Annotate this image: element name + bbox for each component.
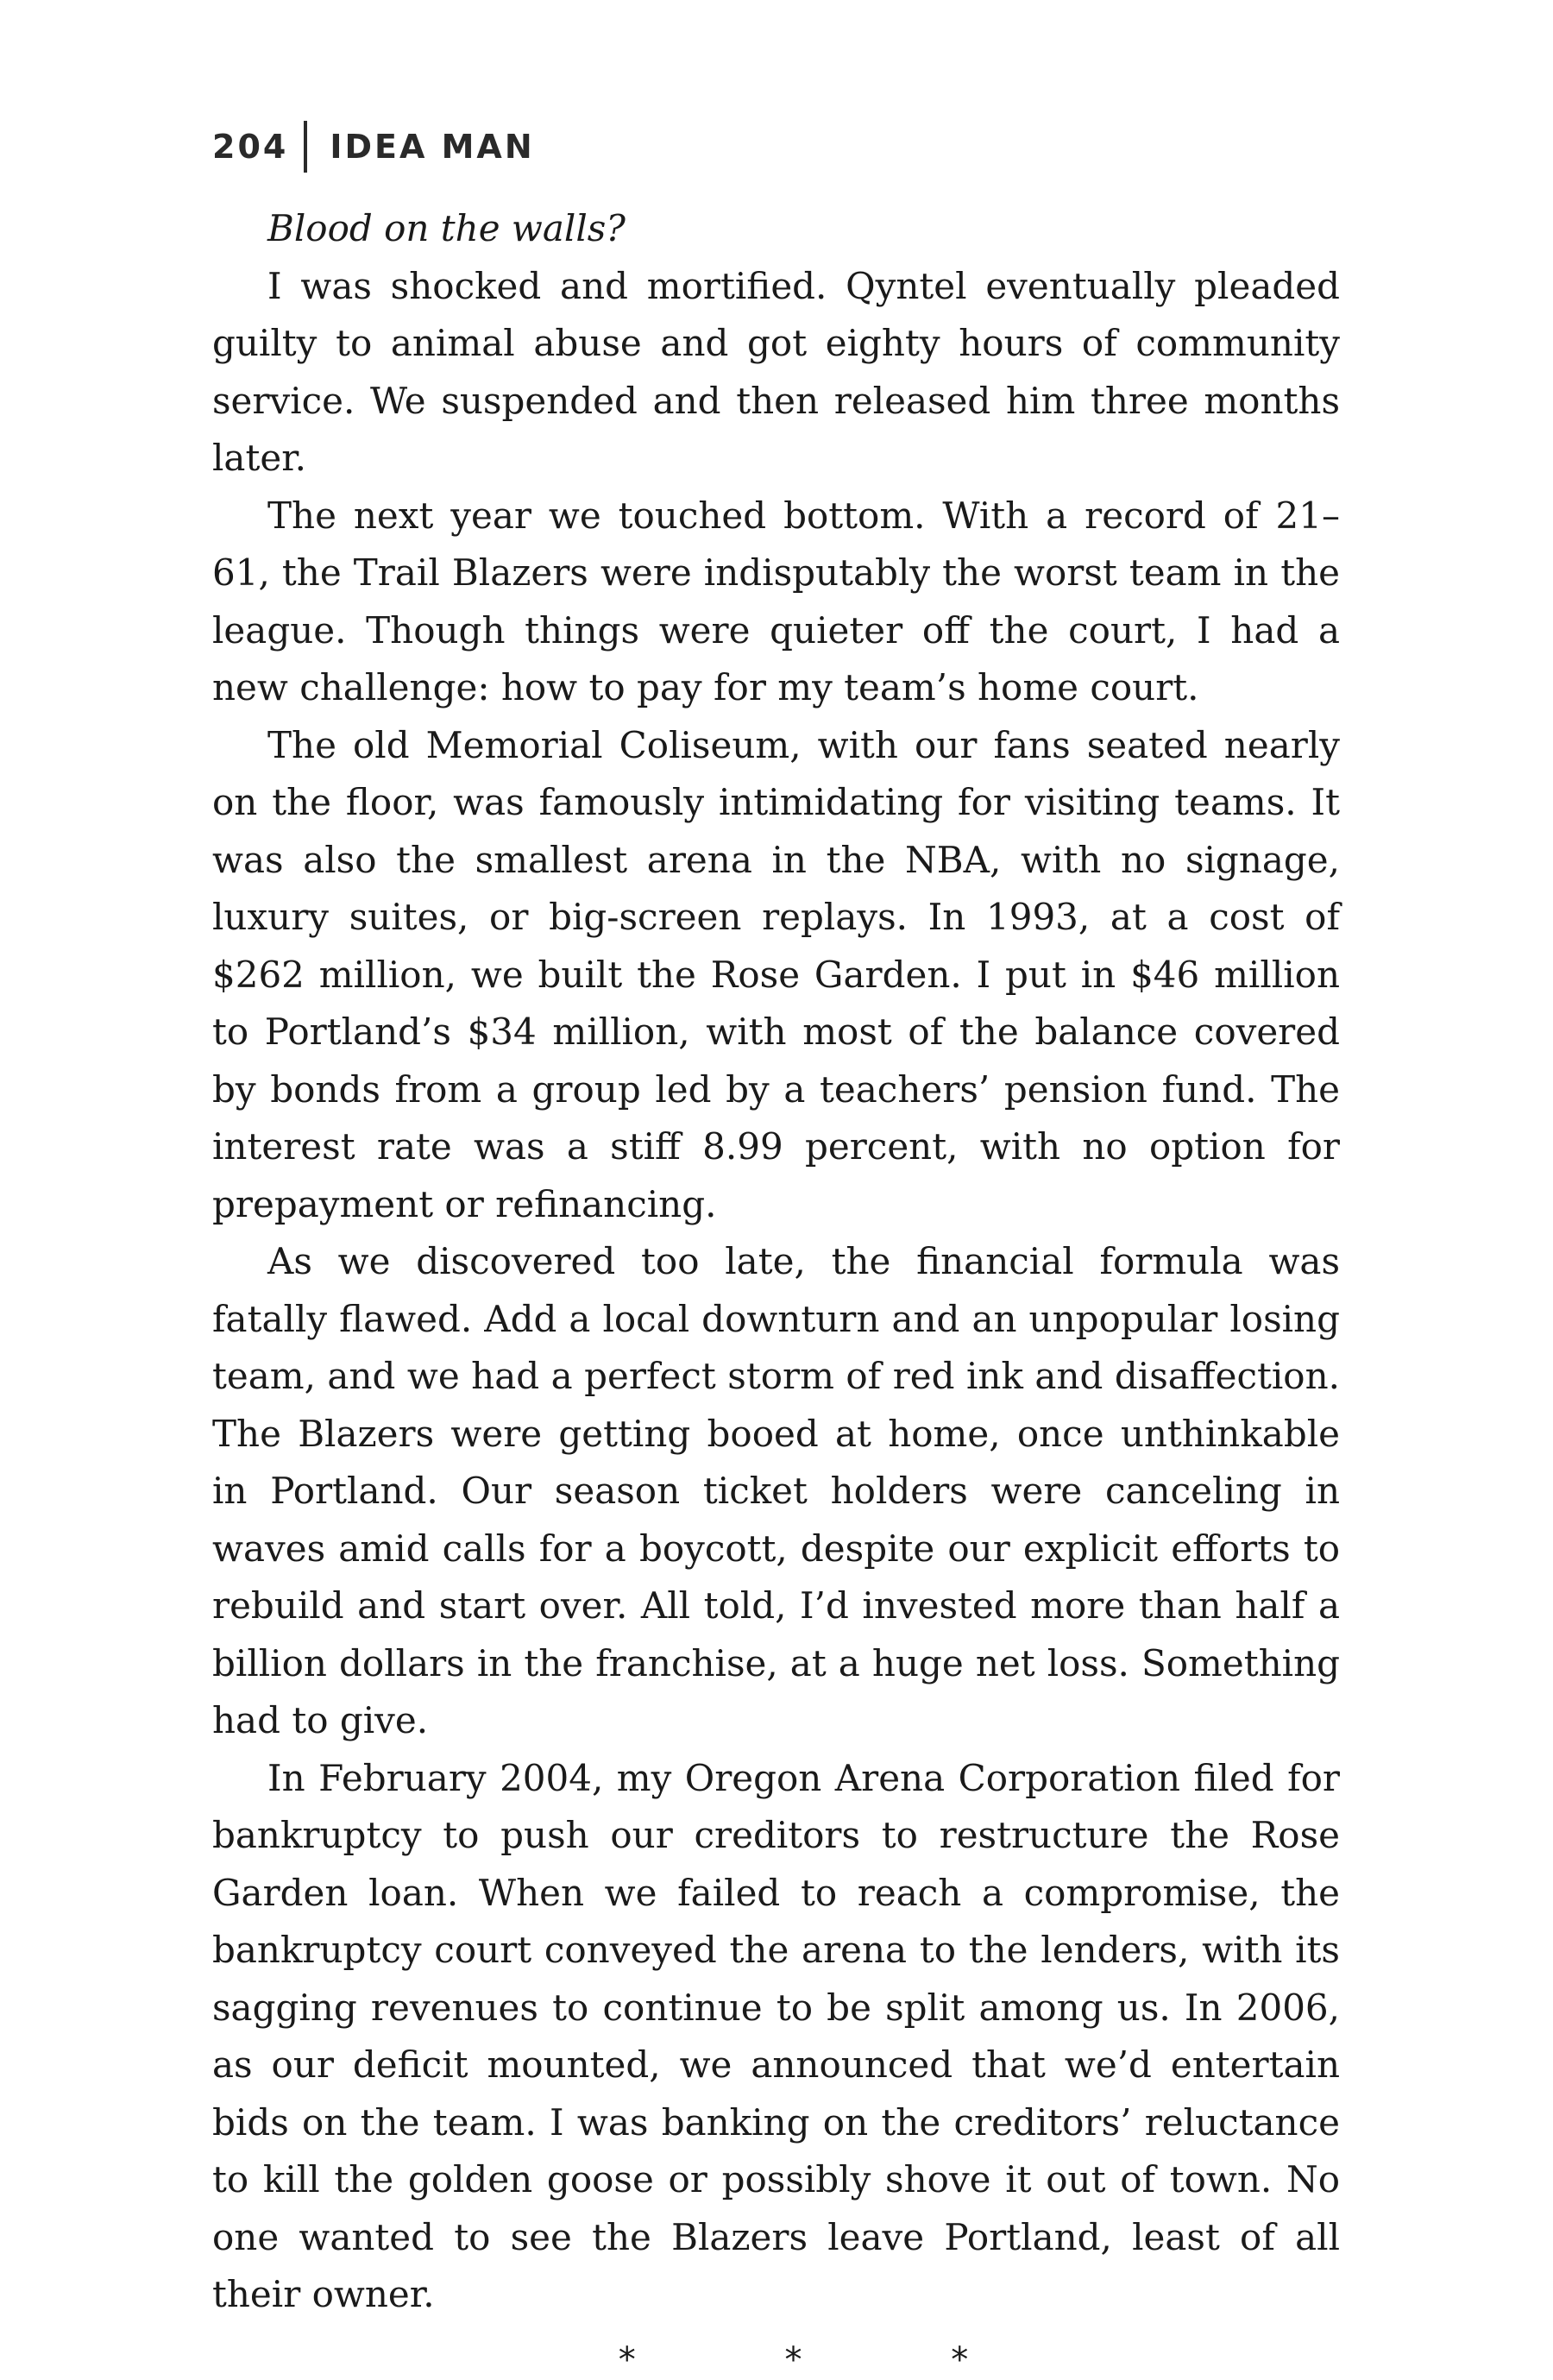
paragraph-4: The old Memorial Coliseum, with our fans seated nearly on the floor, was famously intimidating for visiting teams. It was also the smallest arena in the NBA, with no signage, luxury suites, or big-screen replays. In 1993, at a cost of $262 million, we built the Rose Garden. I put in $46 million to Portland’s $34 million, with most of the balance covered by bonds from a group led by a teachers’ pension fund. The interest rate was a stiff 8.99 percent, with no option for prepayment or refinancing. xyxy=(212,723,1340,1225)
page-number: 204 xyxy=(212,128,289,166)
paragraph-1: Blood on the walls? xyxy=(267,207,626,249)
paragraph-5: As we discovered too late, the financial formula was fatally flawed. Add a local downturn and an unpopular losing team, and we had a perfect storm of red ink and disaffection. The Blazers were getting booed at home, once unthinkable in Portland. Our season ticket holders were canceling in waves amid calls for a boycott, despite our explicit efforts to rebuild and start over. All told, I’d invested more than half a billion dollars in the franchise, at a huge net loss. Something had to give. xyxy=(212,1240,1340,1741)
header-divider xyxy=(304,121,307,173)
running-head xyxy=(212,121,535,173)
book-title: IDEA MAN xyxy=(330,128,535,166)
body-text xyxy=(212,200,1340,2380)
section-break: * * * xyxy=(618,2339,1038,2380)
paragraph-3: The next year we touched bottom. With a record of 21–61, the Trail Blazers were indisputably the worst team in the league. Though things were quieter off the court, I had a new challenge: how to pay for my team’s home court. xyxy=(212,494,1340,708)
paragraph-6: In February 2004, my Oregon Arena Corporation filed for bankruptcy to push our creditors to restructure the Rose Garden loan. When we failed to reach a compromise, the bankruptcy court conveyed the arena to the lenders, with its sagging revenues to continue to be split among us. In 2006, as our deficit mounted, we announced that we’d entertain bids on the team. I was banking on the creditors’ reluctance to kill the golden goose or possibly shove it out of town. No one wanted to see the Blazers leave Portland, least of all their owner. xyxy=(212,1756,1340,2315)
paragraph-2: I was shocked and mortified. Qyntel eventually pleaded guilty to animal abuse and got eighty hours of community service. We suspended and then released him three months later. xyxy=(212,264,1340,479)
